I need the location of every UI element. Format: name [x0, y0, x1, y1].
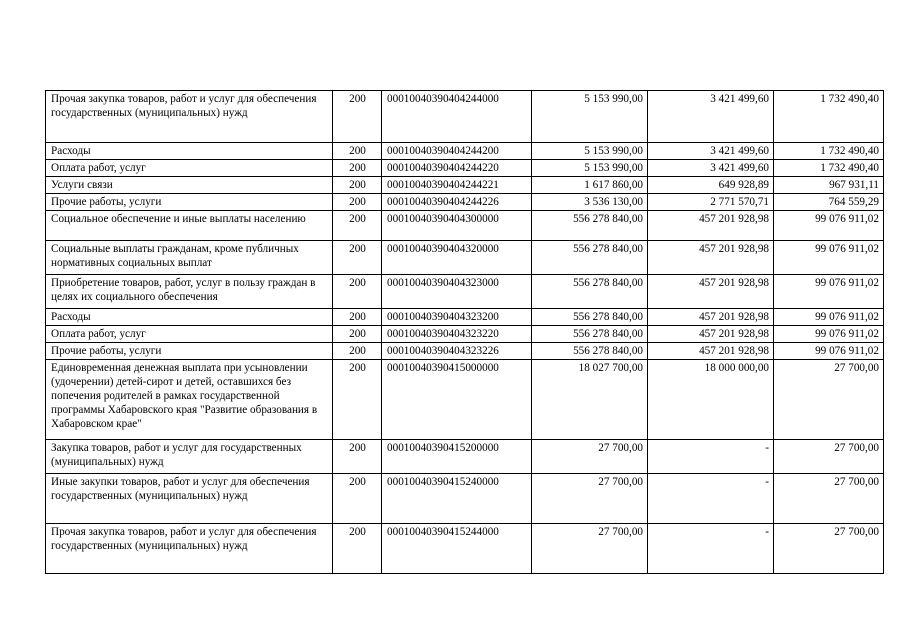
row-approved-amount: 18 027 700,00 [532, 360, 648, 440]
table-row [46, 211, 884, 241]
table-row [46, 360, 884, 440]
row-remaining-amount: 967 931,11 [774, 177, 884, 194]
row-name: Прочие работы, услуги [46, 343, 333, 360]
row-code-200: 200 [333, 440, 382, 474]
row-name: Оплата работ, услуг [46, 160, 333, 177]
row-name: Прочая закупка товаров, работ и услуг для обеспечения государственных (муниципальных) нужд [46, 524, 333, 574]
row-classification-code: 00010040390415200000 [382, 440, 532, 474]
row-executed-amount: 3 421 499,60 [648, 160, 774, 177]
row-classification-code: 00010040390404323000 [382, 275, 532, 309]
row-approved-amount: 3 536 130,00 [532, 194, 648, 211]
row-name: Социальные выплаты гражданам, кроме публичных нормативных социальных выплат [46, 241, 333, 275]
row-remaining-amount: 99 076 911,02 [774, 241, 884, 275]
row-classification-code: 00010040390404244220 [382, 160, 532, 177]
row-code-200: 200 [333, 474, 382, 524]
row-executed-amount: 457 201 928,98 [648, 241, 774, 275]
row-approved-amount: 5 153 990,00 [532, 91, 648, 143]
row-name: Социальное обеспечение и иные выплаты населению [46, 211, 333, 241]
row-approved-amount: 556 278 840,00 [532, 343, 648, 360]
row-remaining-amount: 99 076 911,02 [774, 275, 884, 309]
row-name: Приобретение товаров, работ, услуг в пользу граждан в целях их социального обеспечения [46, 275, 333, 309]
row-remaining-amount: 99 076 911,02 [774, 309, 884, 326]
table-row [46, 343, 884, 360]
table-row [46, 440, 884, 474]
row-code-200: 200 [333, 343, 382, 360]
row-approved-amount: 27 700,00 [532, 524, 648, 574]
row-code-200: 200 [333, 91, 382, 143]
table-row [46, 194, 884, 211]
row-approved-amount: 27 700,00 [532, 474, 648, 524]
row-code-200: 200 [333, 177, 382, 194]
row-approved-amount: 556 278 840,00 [532, 309, 648, 326]
row-classification-code: 00010040390404323200 [382, 309, 532, 326]
budget-table [45, 90, 884, 574]
row-remaining-amount: 1 732 490,40 [774, 160, 884, 177]
table-row [46, 275, 884, 309]
row-remaining-amount: 99 076 911,02 [774, 343, 884, 360]
row-name: Прочая закупка товаров, работ и услуг для обеспечения государственных (муниципальных) нужд [46, 91, 333, 143]
row-classification-code: 00010040390404323220 [382, 326, 532, 343]
row-classification-code: 00010040390404323226 [382, 343, 532, 360]
row-executed-amount: - [648, 524, 774, 574]
row-executed-amount: 3 421 499,60 [648, 91, 774, 143]
row-executed-amount: 3 421 499,60 [648, 143, 774, 160]
row-name: Оплата работ, услуг [46, 326, 333, 343]
row-remaining-amount: 1 732 490,40 [774, 143, 884, 160]
row-remaining-amount: 99 076 911,02 [774, 326, 884, 343]
table-row [46, 143, 884, 160]
row-remaining-amount: 1 732 490,40 [774, 91, 884, 143]
row-approved-amount: 556 278 840,00 [532, 241, 648, 275]
row-approved-amount: 556 278 840,00 [532, 326, 648, 343]
table-body [46, 91, 884, 574]
row-executed-amount: 2 771 570,71 [648, 194, 774, 211]
row-remaining-amount: 27 700,00 [774, 440, 884, 474]
row-remaining-amount: 99 076 911,02 [774, 211, 884, 241]
row-code-200: 200 [333, 160, 382, 177]
row-approved-amount: 556 278 840,00 [532, 275, 648, 309]
row-classification-code: 00010040390404244200 [382, 143, 532, 160]
row-name: Услуги связи [46, 177, 333, 194]
table-row [46, 326, 884, 343]
table-row [46, 177, 884, 194]
row-name: Иные закупки товаров, работ и услуг для обеспечения государственных (муниципальных) нужд [46, 474, 333, 524]
row-classification-code: 00010040390415244000 [382, 524, 532, 574]
table-row [46, 524, 884, 574]
row-executed-amount: 457 201 928,98 [648, 326, 774, 343]
table-row [46, 309, 884, 326]
row-executed-amount: 457 201 928,98 [648, 275, 774, 309]
row-approved-amount: 27 700,00 [532, 440, 648, 474]
row-approved-amount: 556 278 840,00 [532, 211, 648, 241]
row-approved-amount: 1 617 860,00 [532, 177, 648, 194]
row-approved-amount: 5 153 990,00 [532, 160, 648, 177]
row-remaining-amount: 27 700,00 [774, 474, 884, 524]
row-classification-code: 00010040390404300000 [382, 211, 532, 241]
row-classification-code: 00010040390415240000 [382, 474, 532, 524]
row-name: Расходы [46, 143, 333, 160]
row-name: Расходы [46, 309, 333, 326]
row-classification-code: 00010040390404244221 [382, 177, 532, 194]
row-approved-amount: 5 153 990,00 [532, 143, 648, 160]
table-row [46, 91, 884, 143]
row-name: Прочие работы, услуги [46, 194, 333, 211]
row-executed-amount: 457 201 928,98 [648, 309, 774, 326]
row-executed-amount: 457 201 928,98 [648, 211, 774, 241]
row-classification-code: 00010040390415000000 [382, 360, 532, 440]
row-classification-code: 00010040390404320000 [382, 241, 532, 275]
row-code-200: 200 [333, 241, 382, 275]
row-name: Единовременная денежная выплата при усыновлении (удочерении) детей-сирот и детей, оставшихся без попечения родителей в рамках государственной программы Хабаровского края "Развитие образования в Хабаровском крае" [46, 360, 333, 440]
row-remaining-amount: 764 559,29 [774, 194, 884, 211]
row-name: Закупка товаров, работ и услуг для государственных (муниципальных) нужд [46, 440, 333, 474]
row-code-200: 200 [333, 143, 382, 160]
row-executed-amount: 18 000 000,00 [648, 360, 774, 440]
row-classification-code: 00010040390404244226 [382, 194, 532, 211]
row-executed-amount: - [648, 440, 774, 474]
table-row [46, 241, 884, 275]
row-code-200: 200 [333, 211, 382, 241]
row-remaining-amount: 27 700,00 [774, 524, 884, 574]
row-remaining-amount: 27 700,00 [774, 360, 884, 440]
row-classification-code: 00010040390404244000 [382, 91, 532, 143]
table-row [46, 474, 884, 524]
row-code-200: 200 [333, 309, 382, 326]
row-code-200: 200 [333, 326, 382, 343]
table-row [46, 160, 884, 177]
row-executed-amount: 649 928,89 [648, 177, 774, 194]
row-executed-amount: 457 201 928,98 [648, 343, 774, 360]
row-code-200: 200 [333, 524, 382, 574]
row-code-200: 200 [333, 275, 382, 309]
row-code-200: 200 [333, 360, 382, 440]
row-executed-amount: - [648, 474, 774, 524]
row-code-200: 200 [333, 194, 382, 211]
